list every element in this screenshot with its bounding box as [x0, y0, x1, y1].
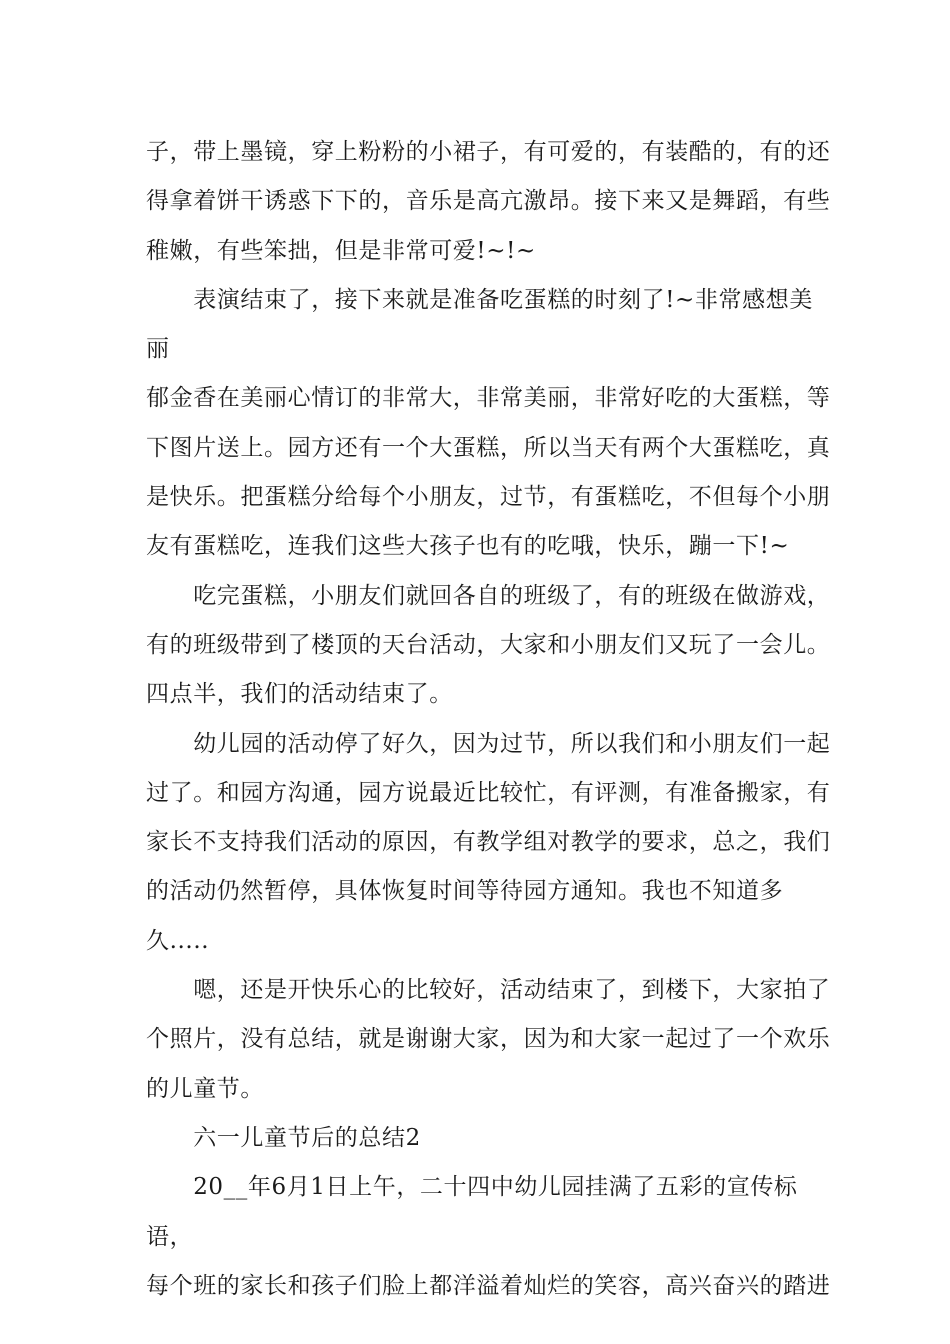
section-heading: 六一儿童节后的总结2: [146, 1124, 421, 1151]
document-body: [146, 128, 836, 1311]
paragraph-performance: 子，带上墨镜，穿上粉粉的小裙子，有可爱的，有装酷的，有的还 得拿着饼干诱惑下下的，音乐是高亢激昂。接下来又是舞蹈，有些 稚嫩，有些笨拙，但是非常可爱!~!~: [146, 139, 831, 264]
paragraph-activity-paused: 幼儿园的活动停了好久，因为过节，所以我们和小朋友们一起 过了。和园方沟通，园方说最近比较忙，有评测，有准备搬家，有 家长不支持我们活动的原因，有教学组对教学的要求，总之，我们 的活动仍然暂停，具体恢复时间等待园方通知。我也不知道多 久.....: [146, 730, 831, 954]
paragraph-closing: 嗯，还是开快乐心的比较好，活动结束了，到楼下，大家拍了 个照片，没有总结，就是谢谢大家，因为和大家一起过了一个欢乐 的儿童节。: [146, 977, 831, 1102]
paragraph-after-cake: 吃完蛋糕，小朋友们就回各自的班级了，有的班级在做游戏， 有的班级带到了楼顶的天台活动，大家和小朋友们又玩了一会儿。 四点半，我们的活动结束了。: [146, 582, 831, 708]
paragraph-section2-intro: 20__年6月1日上午，二十四中幼儿园挂满了五彩的宣传标语， 每个班的家长和孩子们脸上都洋溢着灿烂的笑容，高兴奋兴的踏进: [146, 1174, 831, 1299]
paragraph-cake: 表演结束了，接下来就是准备吃蛋糕的时刻了!~非常感想美丽 郁金香在美丽心情订的非常大，非常美丽，非常好吃的大蛋糕，等 下图片送上。园方还有一个大蛋糕，所以当天有两个大蛋糕吃，真 是快乐。把蛋糕分给每个小朋友，过节，有蛋糕吃，不但每个小朋 友有蛋糕吃，连我们这些大孩子也有的吃哦，快乐，蹦一下!~: [146, 286, 831, 560]
